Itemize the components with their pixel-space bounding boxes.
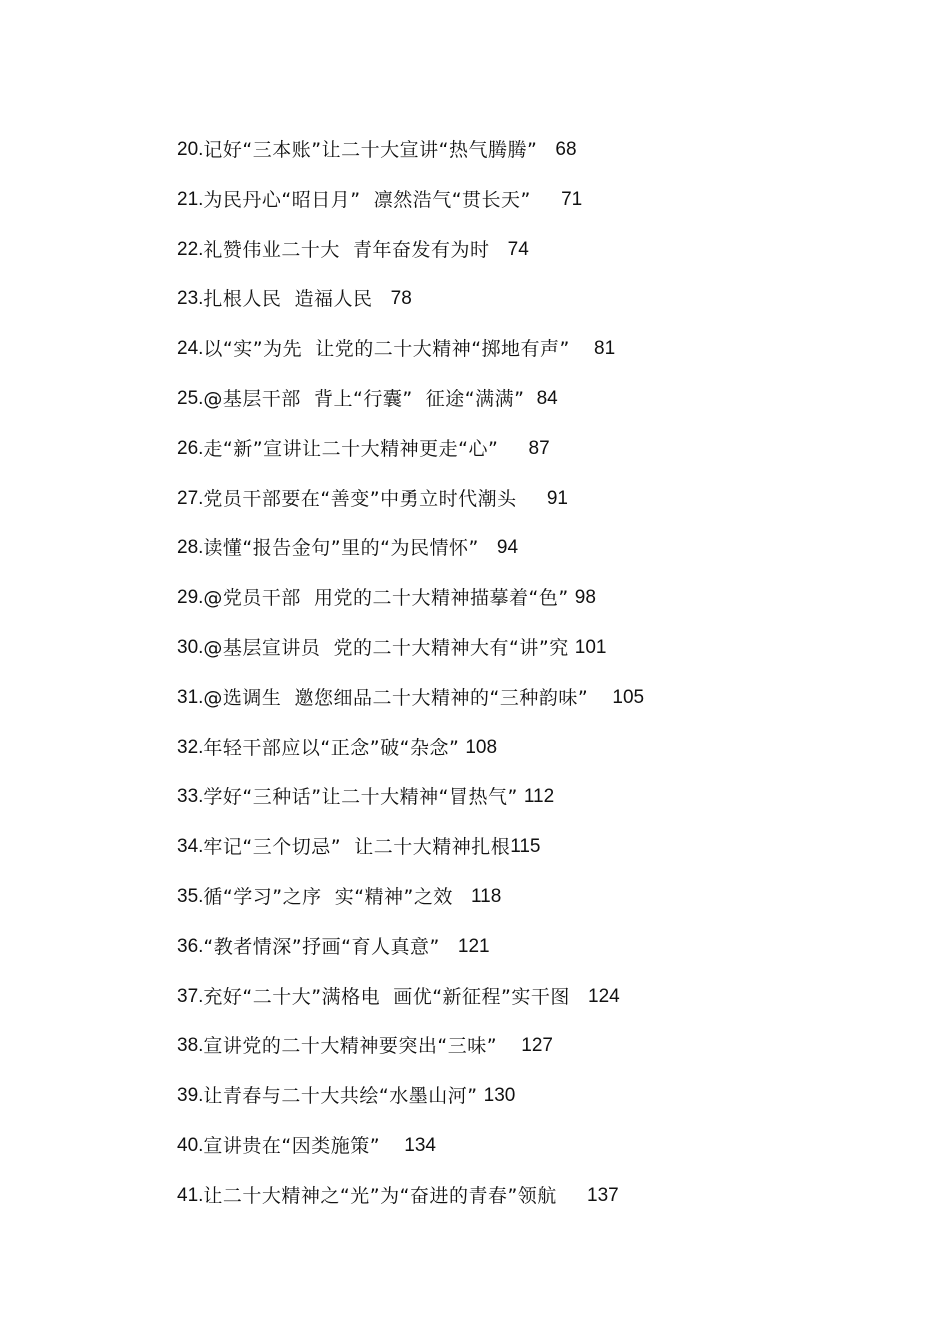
entry-title: 让青春与二十大共绘“水墨山河” bbox=[203, 1085, 478, 1108]
entry-title: “教者情深”抒画“育人真意” bbox=[203, 935, 440, 958]
entry-number: 26. bbox=[177, 437, 204, 459]
toc-entry bbox=[177, 1180, 797, 1230]
entry-number: 25. bbox=[177, 387, 204, 409]
entry-page-number: 91 bbox=[546, 487, 568, 509]
entry-gap bbox=[490, 234, 508, 266]
entry-title: 记好“三本账”让二十大宣讲“热气腾腾” bbox=[203, 139, 538, 161]
entry-number: 32. bbox=[177, 736, 204, 758]
entry-number: 36. bbox=[177, 935, 204, 957]
entry-title: 走“新”宣讲让二十大精神更走“心” bbox=[203, 437, 499, 460]
entry-number: 33. bbox=[177, 786, 204, 808]
entry-title: 扎根人民 造福人民 bbox=[203, 288, 373, 311]
entry-page-number: 108 bbox=[465, 736, 498, 758]
entry-gap bbox=[570, 981, 588, 1013]
entry-gap bbox=[498, 433, 528, 465]
entry-gap bbox=[440, 931, 458, 963]
entry-gap bbox=[373, 283, 391, 315]
entry-gap bbox=[497, 1030, 521, 1062]
entry-gap bbox=[453, 881, 471, 913]
entry-number: 20. bbox=[177, 139, 204, 160]
entry-number: 21. bbox=[177, 188, 204, 210]
entry-number: 31. bbox=[177, 686, 204, 708]
entry-gap bbox=[380, 1130, 404, 1162]
entry-number: 29. bbox=[177, 587, 204, 609]
toc-entry bbox=[177, 781, 797, 831]
entry-number: 30. bbox=[177, 636, 204, 658]
entry-page-number: 101 bbox=[574, 636, 607, 658]
toc-entry bbox=[177, 134, 797, 184]
entry-page-number: 81 bbox=[594, 338, 616, 360]
entry-page-number: 121 bbox=[457, 935, 490, 957]
entry-number: 23. bbox=[177, 288, 204, 310]
entry-page-number: 74 bbox=[507, 238, 529, 260]
toc-entry bbox=[177, 931, 797, 981]
entry-gap bbox=[537, 134, 555, 166]
entry-title: @基层干部 背上“行囊” 征途“满满” bbox=[203, 387, 525, 410]
entry-number: 34. bbox=[177, 836, 204, 858]
entry-gap bbox=[524, 383, 536, 415]
toc-entry bbox=[177, 831, 797, 881]
entry-gap bbox=[531, 184, 561, 216]
entry-number: 22. bbox=[177, 238, 204, 260]
entry-title: 宣讲党的二十大精神要突出“三味” bbox=[203, 1035, 498, 1058]
toc-entry bbox=[177, 184, 797, 234]
entry-page-number: 105 bbox=[612, 686, 645, 708]
toc-entry bbox=[177, 582, 797, 632]
entry-number: 37. bbox=[177, 985, 204, 1007]
entry-gap bbox=[570, 333, 594, 365]
entry-page-number: 134 bbox=[404, 1134, 436, 1156]
entry-gap bbox=[479, 532, 497, 564]
entry-number: 27. bbox=[177, 487, 204, 509]
toc-entry bbox=[177, 881, 797, 931]
entry-title: 学好“三种话”让二十大精神“冒热气” bbox=[203, 786, 518, 809]
entry-title: 以“实”为先 让党的二十大精神“掷地有声” bbox=[203, 338, 570, 361]
entry-number: 40. bbox=[177, 1134, 204, 1156]
entry-page-number: 115 bbox=[510, 836, 541, 858]
entry-page-number: 118 bbox=[471, 885, 502, 907]
entry-title: 党员干部要在“善变”中勇立时代潮头 bbox=[203, 487, 517, 510]
entry-gap bbox=[517, 483, 547, 515]
toc-entry bbox=[177, 732, 797, 782]
entry-title: 循“学习”之序 实“精神”之效 bbox=[203, 885, 453, 908]
entry-title: @选调生 邀您细品二十大精神的“三种韵味” bbox=[203, 686, 589, 709]
toc-entry bbox=[177, 532, 797, 582]
entry-number: 24. bbox=[177, 338, 204, 360]
entry-number: 41. bbox=[177, 1184, 204, 1206]
toc-entry bbox=[177, 283, 797, 333]
entry-title: @党员干部 用党的二十大精神描摹着“色” bbox=[203, 587, 569, 610]
entry-page-number: 84 bbox=[536, 387, 558, 409]
entry-title: 让二十大精神之“光”为“奋进的青春”领航 bbox=[203, 1184, 557, 1207]
toc-entry bbox=[177, 632, 797, 682]
entry-title: 为民丹心“昭日月” 凛然浩气“贯长天” bbox=[203, 188, 531, 211]
entry-title: 读懂“报告金句”里的“为民情怀” bbox=[203, 537, 479, 560]
toc-entry bbox=[177, 333, 797, 383]
toc-entry bbox=[177, 433, 797, 483]
toc-entry bbox=[177, 981, 797, 1031]
entry-gap bbox=[557, 1180, 587, 1212]
entry-title: 年轻干部应以“正念”破“杂念” bbox=[203, 736, 460, 759]
entry-page-number: 87 bbox=[528, 437, 550, 459]
entry-page-number: 98 bbox=[574, 587, 596, 609]
entry-page-number: 130 bbox=[483, 1085, 516, 1107]
entry-page-number: 68 bbox=[555, 139, 577, 160]
toc-entry bbox=[177, 1030, 797, 1080]
table-of-contents bbox=[177, 134, 797, 1230]
toc-entry bbox=[177, 1080, 797, 1130]
toc-entry bbox=[177, 483, 797, 533]
entry-title: 宣讲贵在“因类施策” bbox=[203, 1134, 381, 1157]
toc-entry bbox=[177, 682, 797, 732]
entry-number: 38. bbox=[177, 1035, 204, 1057]
entry-page-number: 94 bbox=[496, 537, 519, 559]
toc-entry bbox=[177, 234, 797, 284]
entry-page-number: 127 bbox=[521, 1035, 553, 1057]
entry-page-number: 112 bbox=[523, 786, 555, 808]
toc-entry bbox=[177, 1130, 797, 1180]
entry-gap bbox=[588, 682, 612, 714]
toc-entry bbox=[177, 383, 797, 433]
entry-page-number: 78 bbox=[390, 288, 412, 310]
entry-number: 39. bbox=[177, 1085, 204, 1107]
entry-page-number: 124 bbox=[588, 985, 620, 1007]
entry-page-number: 71 bbox=[561, 188, 583, 210]
entry-title: 牢记“三个切忌” 让二十大精神扎根 bbox=[203, 836, 511, 859]
entry-title: 充好“二十大”满格电 画优“新征程”实干图 bbox=[203, 985, 570, 1008]
entry-number: 35. bbox=[177, 885, 204, 907]
entry-number: 28. bbox=[177, 537, 204, 559]
entry-title: 礼赞伟业二十大 青年奋发有为时 bbox=[203, 238, 490, 261]
entry-page-number: 137 bbox=[587, 1184, 619, 1206]
entry-title: @基层宣讲员 党的二十大精神大有“讲”究 bbox=[203, 636, 569, 659]
